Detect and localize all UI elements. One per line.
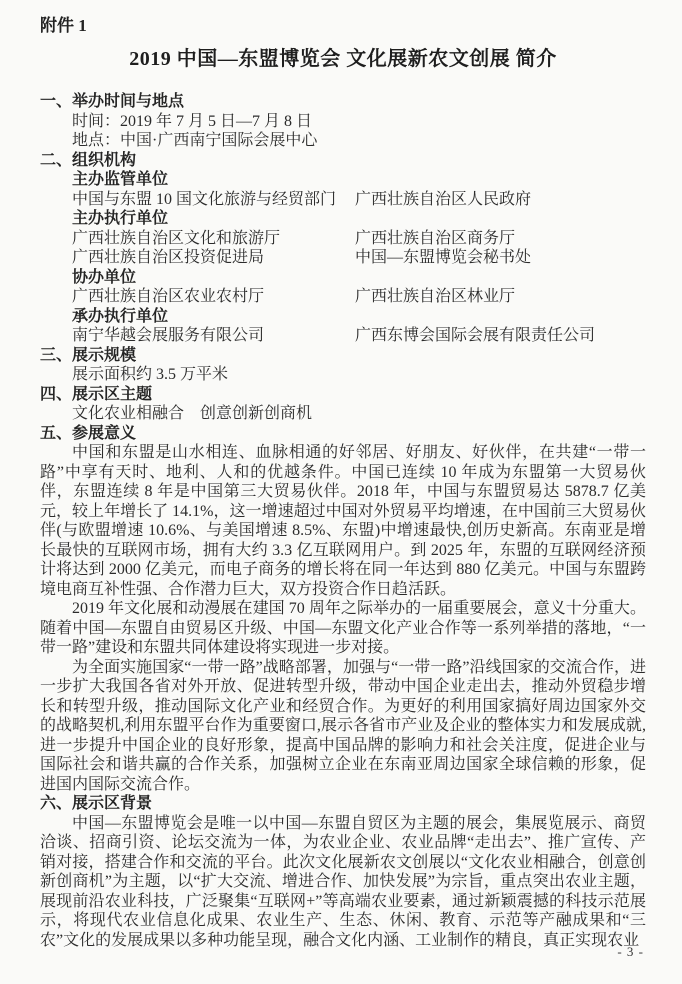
org-unit: 广西壮族自治区投资促进局 [72, 249, 265, 266]
org-unit: 广西东博会国际会展有限责任公司 [355, 327, 596, 344]
org-row [40, 287, 646, 307]
org-unit: 广西壮族自治区商务厅 [355, 229, 516, 247]
org-unit: 南宁华越会展服务有限公司 [72, 327, 265, 344]
org-row [40, 326, 646, 346]
significance-paragraph-2: 2019 年文化展和动漫展在建国 70 周年之际举办的一届重要展会，意义十分重大。随着中国—东盟自由贸易区升级、中国—东盟文化产业合作等一系列举措的落地，“一带一路”建设和东盟共同体建设将实现进一步对接。 [40, 600, 646, 656]
significance-paragraph-1: 中国和东盟是山水相连、血脉相通的好邻居、好朋友、好伙伴，在共建“一带一路”中享有天时、地利、人和的优越条件。中国已连续 10 年成为东盟第一大贸易伙伴，东盟连续 8 年是中国第三大贸易伙伴。2018 年，中国与东盟贸易达 5878.7 亿美元，较上年增长了 14.1%，这一增速超过中国对外贸易平均增速，在中国前三大贸易伙伴(与欧盟增速 10.6%、与美国增速 8.5%、东盟)中增速最快,创历史新高。东南亚是增长最快的互联网市场，拥有大约 3.3 亿互联网用户。到 2025 年，东盟的互联网经济预计将达到 2000 亿美元，而电子商务的增长将在同一年达到 880 亿美元。中国与东盟跨境电商互补性强、合作潜力巨大，双方投资合作日趋活跃。 [40, 444, 646, 598]
theme-content: 文化农业相融合 创意创新创商机 [72, 405, 313, 422]
org-unit: 广西壮族自治区文化和旅游厅 [72, 229, 281, 247]
org-unit: 广西壮族自治区林业厅 [355, 288, 516, 305]
section-significance-heading: 五、参展意义 [40, 424, 137, 442]
org-unit: 中国与东盟 10 国文化旅游与经贸部门 [72, 190, 337, 208]
section-schedule-heading: 一、举办时间与地点 [40, 93, 185, 110]
section-scale-heading: 三、展示规模 [40, 346, 137, 364]
section-background [40, 794, 646, 950]
org-row [40, 248, 646, 268]
section-scale [40, 346, 646, 385]
org-row [40, 190, 646, 210]
section-schedule [40, 92, 646, 151]
org-unit: 广西壮族自治区人民政府 [355, 190, 532, 208]
org-group-label-supervisor: 主办监管单位 [72, 171, 169, 188]
section-theme [40, 385, 646, 424]
section-organization-heading: 二、组织机构 [40, 151, 137, 169]
significance-paragraph-3: 为全面实施国家“一带一路”战略部署，加强与“一带一路”沿线国家的交流合作，进一步扩大我国各省对外开放、促进转型升级，带动中国企业走出去，推动外贸稳步增长和转型升级，推动国际文化产业和经贸合作。为更好的利用国家搞好周边国家外交的战略契机,利用东盟平台作为重要窗口,展示各省市产业及企业的整体实力和发展成就,进一步提升中国企业的良好形象，提高中国品牌的影响力和社会关注度，促进企业与国际社会和谐共赢的合作关系，加强树立企业在东南亚周边国家全球信赖的形象，促进国内国际交流合作。 [40, 658, 646, 793]
org-unit: 广西壮族自治区农业农村厅 [72, 288, 265, 305]
page-number: - 3 - [617, 944, 644, 959]
org-unit: 中国—东盟博览会秘书处 [355, 249, 532, 266]
org-group-label-coorganizer: 协办单位 [72, 268, 137, 286]
section-significance [40, 424, 646, 795]
org-group-label-executor: 主办执行单位 [72, 210, 169, 227]
org-row [40, 229, 646, 249]
scale-content: 展示面积约 3.5 万平米 [72, 366, 229, 383]
section-organization [40, 151, 646, 346]
section-background-heading: 六、展示区背景 [40, 795, 153, 812]
attachment-label: 附件 1 [40, 16, 87, 35]
document-title: 2019 中国—东盟博览会 文化展新农文创展 简介 [129, 48, 557, 70]
schedule-time: 时间：2019 年 7 月 5 日—7 月 8 日 [72, 112, 313, 130]
background-paragraph-1: 中国—东盟博览会是唯一以中国—东盟自贸区为主题的展会，集展览展示、商贸洽谈、招商引资、论坛交流为一体，为农业企业、农业品牌“走出去”、推广宣传、产销对接，搭建合作和交流的平台。此次文化展新农文创展以“文化农业相融合，创意创新创商机”为主题，以“扩大交流、增进合作、加快发展”为宗旨，重点突出农业主题，展现前沿农业科技，广泛聚集“互联网+”等高端农业要素，通过新颖震撼的科技示范展示，将现代农业信息化成果、农业生产、生态、休闲、教育、示范等产融成果和“三农”文化的发展成果以多种功能呈现，融合文化内涵、工业制作的精良，真正实现农业 [40, 814, 646, 949]
schedule-venue: 地点：中国·广西南宁国际会展中心 [72, 132, 318, 149]
org-group-label-undertaker: 承办执行单位 [72, 307, 169, 325]
section-theme-heading: 四、展示区主题 [40, 385, 153, 403]
